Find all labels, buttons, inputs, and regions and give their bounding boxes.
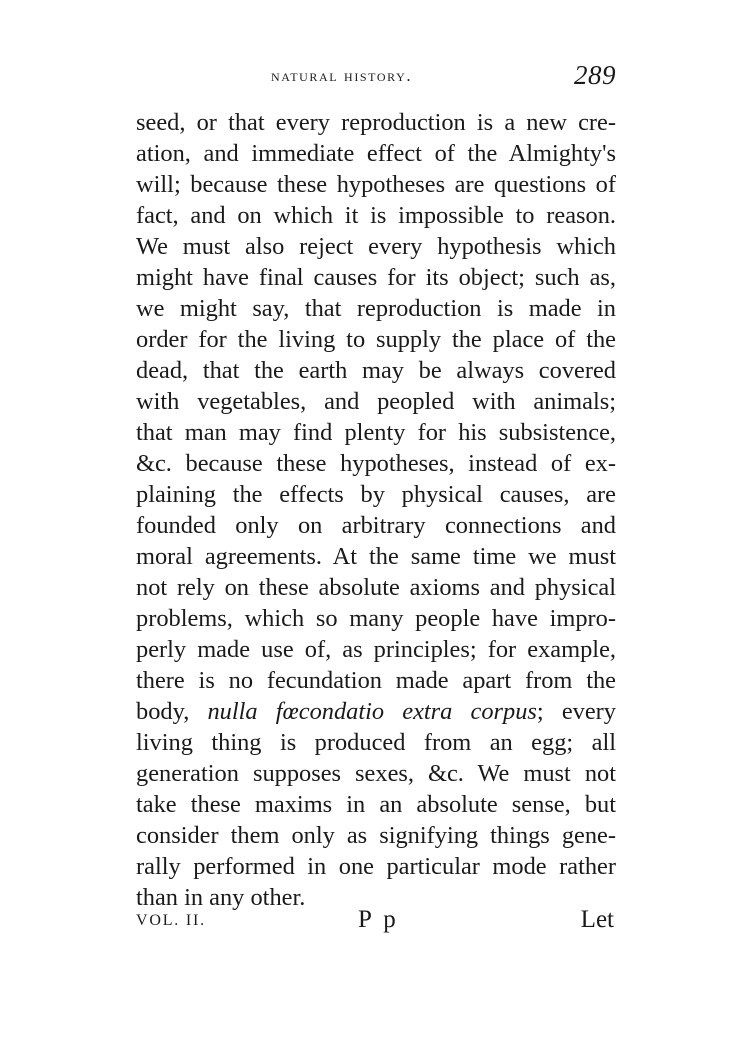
text-line: rally performed in one particular mode rather (136, 853, 616, 880)
text-line: fact, and on which it is impossible to reason. (136, 202, 616, 229)
volume-label: VOL. II. (136, 912, 206, 929)
text-line: dead, that the earth may be always covered (136, 357, 616, 384)
page-number: 289 (574, 60, 616, 90)
text-line: order for the living to supply the place of the (136, 326, 616, 353)
text-line: plaining the effects by physical causes, are (136, 481, 616, 508)
text-line: generation supposes sexes, &c. We must not (136, 760, 616, 787)
text-line: consider them only as signifying things gene- (136, 822, 616, 849)
text-line: living thing is produced from an egg; all (136, 729, 616, 756)
page-header (136, 60, 616, 94)
text-line: seed, or that every reproduction is a new cre- (136, 109, 616, 136)
text-line: We must also reject every hypothesis which (136, 233, 616, 260)
text-fragment: ; every (536, 698, 616, 725)
signature-mark: P p (358, 906, 399, 933)
text-line: will; because these hypotheses are questions of (136, 171, 616, 198)
text-line: that man may find plenty for his subsistence, (136, 419, 616, 446)
text-line: take these maxims in an absolute sense, but (136, 791, 616, 818)
text-line: problems, which so many people have impro- (136, 605, 616, 632)
text-line: we might say, that reproduction is made in (136, 295, 616, 322)
text-line: moral agreements. At the same time we must (136, 543, 616, 570)
text-line: with vegetables, and peopled with animals; (136, 388, 616, 415)
running-head: natural history. (271, 66, 413, 85)
text-line: not rely on these absolute axioms and physical (136, 574, 616, 601)
text-line: perly made use of, as principles; for example, (136, 636, 616, 663)
text-line: founded only on arbitrary connections and (136, 512, 616, 539)
text-line: might have final causes for its object; such as, (136, 264, 616, 291)
text-line: ation, and immediate effect of the Almighty's (136, 140, 616, 167)
text-line-last: than in any other. (136, 884, 306, 911)
latin-italic-phrase: nulla fœcondatio extra corpus (207, 698, 537, 725)
text-line: &c. because these hypotheses, instead of ex- (136, 450, 616, 477)
text-line: there is no fecundation made apart from the (136, 667, 616, 694)
body-text (136, 107, 616, 913)
text-fragment: body, (136, 698, 190, 725)
page-footer (136, 906, 616, 940)
catchword: Let (580, 906, 614, 933)
text-line-with-latin (136, 696, 616, 727)
